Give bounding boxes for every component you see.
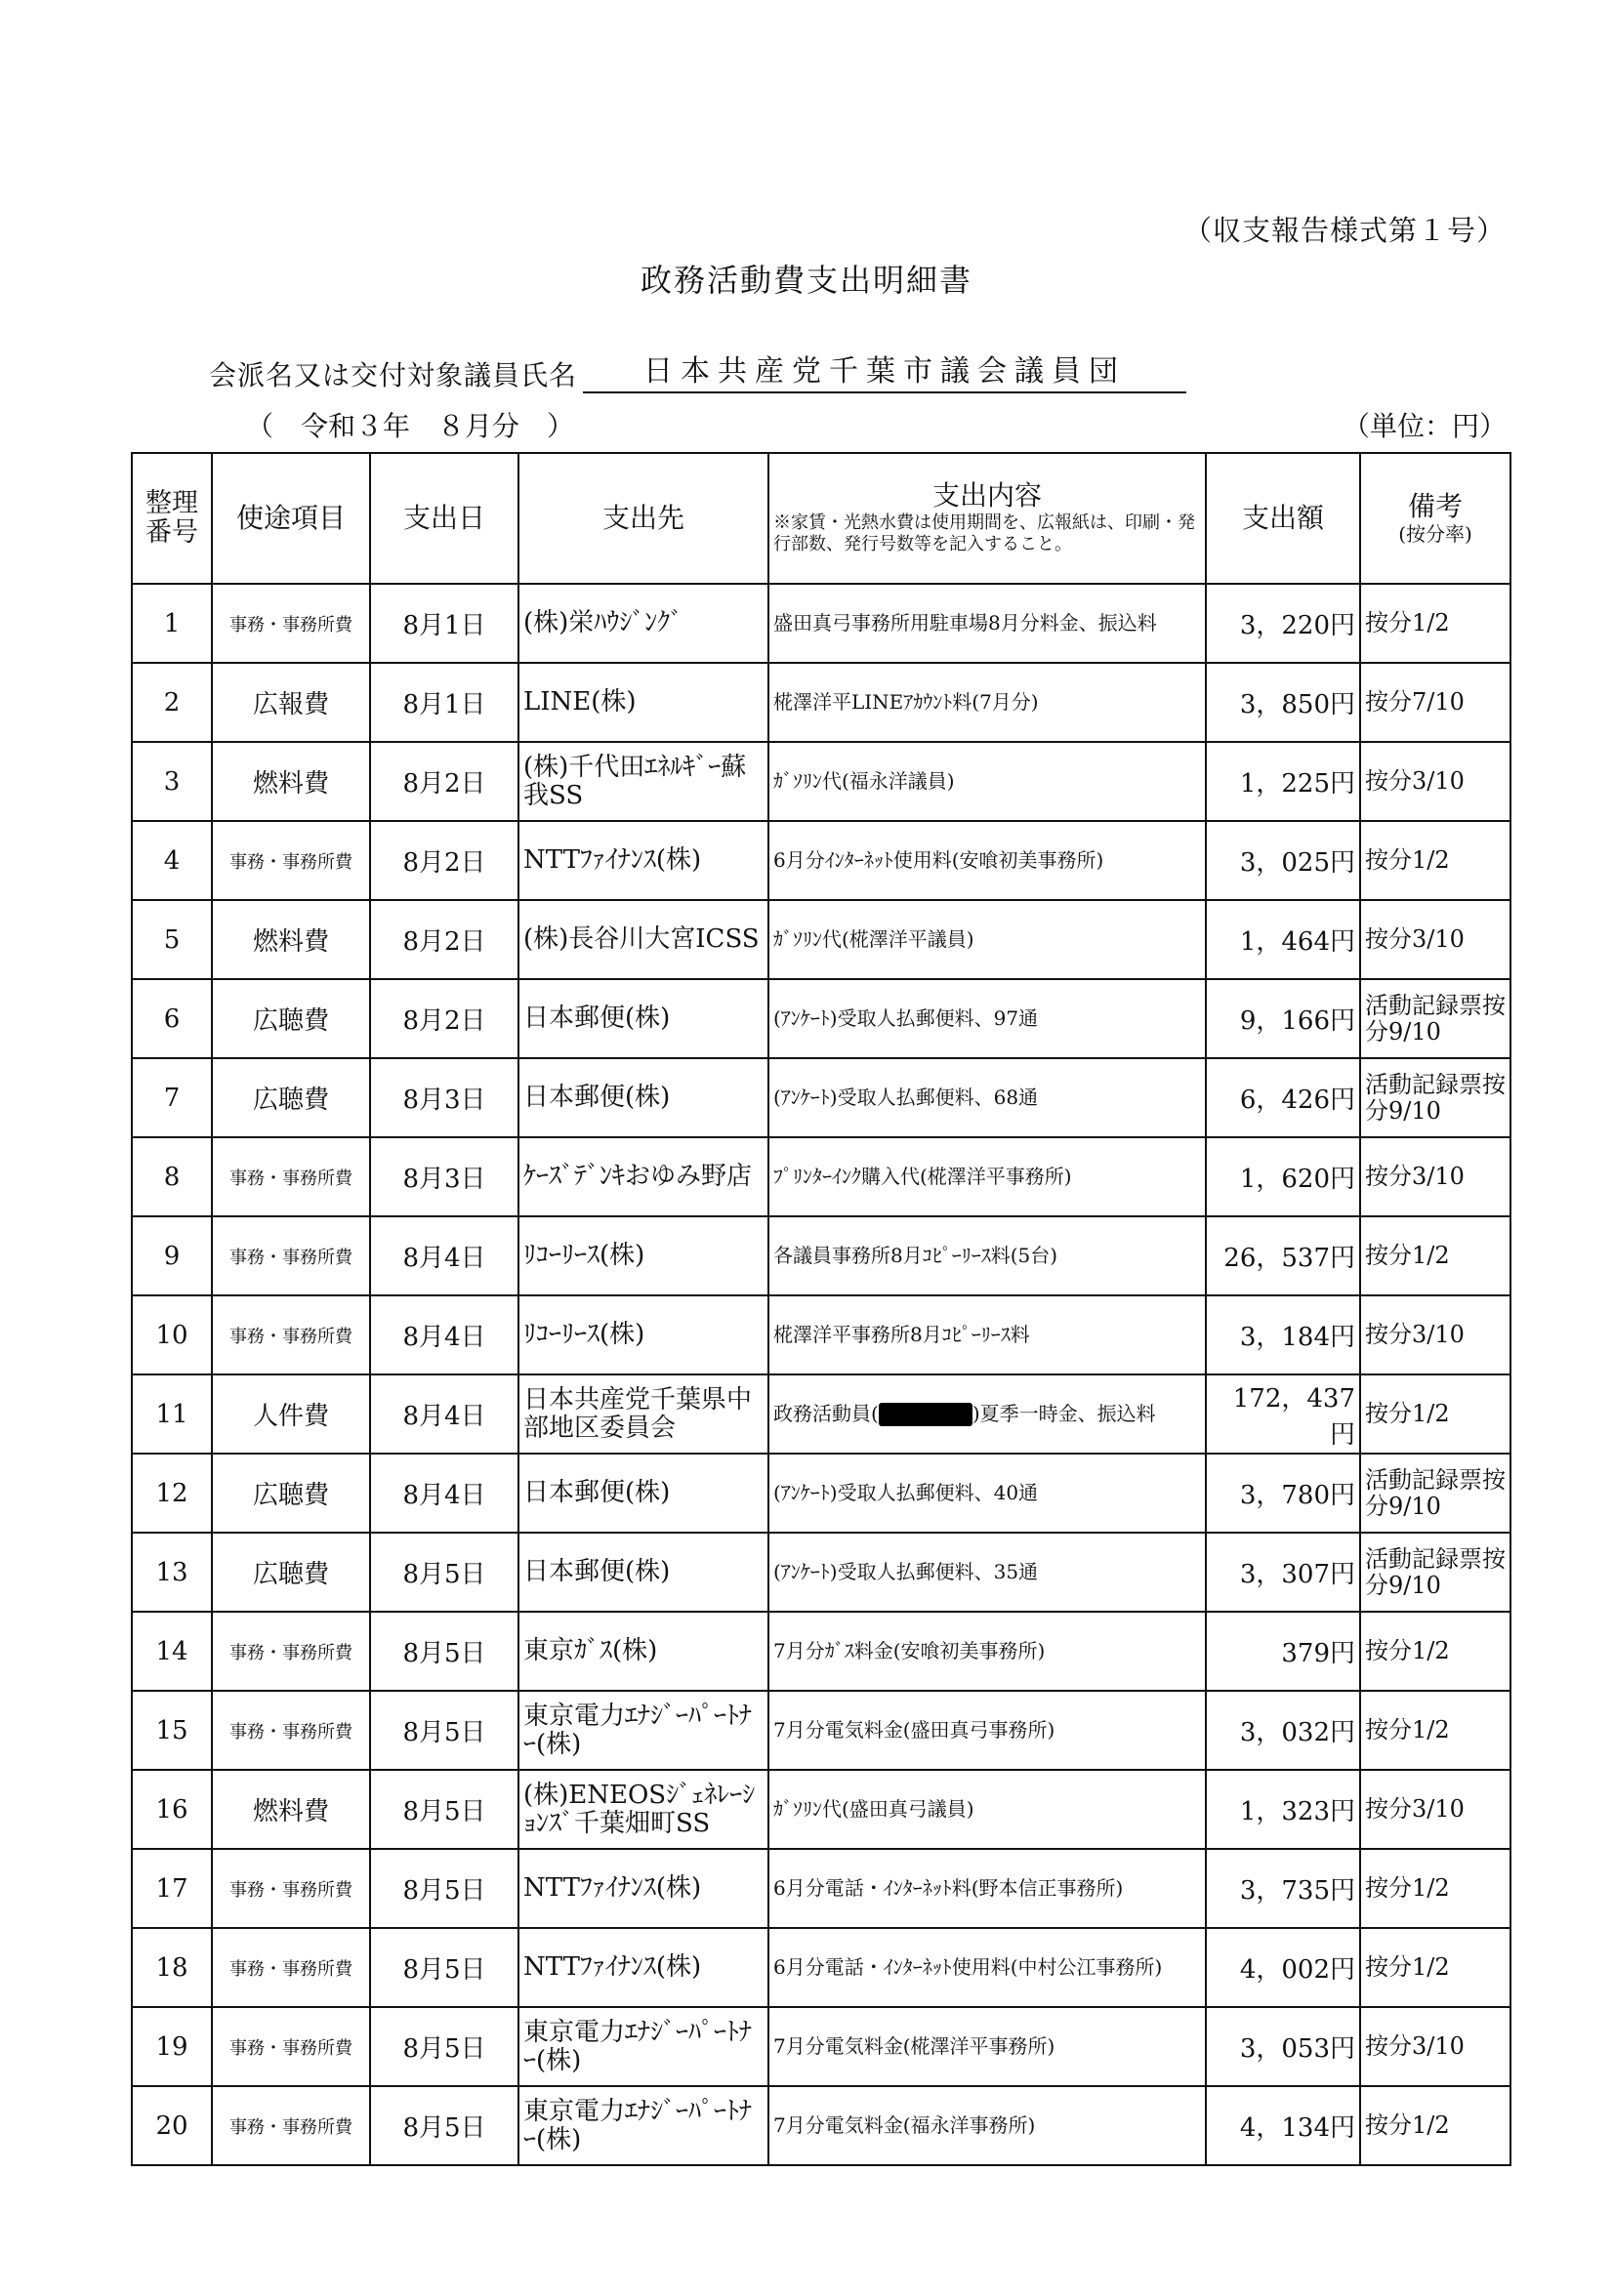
row-date: 8月5日: [370, 1533, 518, 1612]
row-date: 8月2日: [370, 900, 518, 979]
row-amount: 4，134円: [1206, 2086, 1360, 2165]
row-category: 事務・事務所費: [212, 821, 370, 900]
row-payee: 日本共産党千葉県中部地区委員会: [518, 1374, 768, 1454]
row-amount: 3，307円: [1206, 1533, 1360, 1612]
row-amount: 4，002円: [1206, 1928, 1360, 2007]
row-number: 16: [132, 1770, 212, 1849]
row-number: 14: [132, 1612, 212, 1691]
row-payee: (株)千代田ｴﾈﾙｷﾞｰ蘇我SS: [518, 742, 768, 821]
row-description: 椛澤洋平LINEｱｶｳﾝﾄ料(7月分): [768, 663, 1206, 742]
row-category: 人件費: [212, 1374, 370, 1454]
row-remark: 按分1/2: [1360, 821, 1510, 900]
row-remark: 按分1/2: [1360, 2086, 1510, 2165]
row-date: 8月4日: [370, 1454, 518, 1533]
row-description: 7月分電気料金(福永洋事務所): [768, 2086, 1206, 2165]
row-category: 事務・事務所費: [212, 2007, 370, 2086]
table-row: [132, 1295, 1510, 1374]
row-category: 燃料費: [212, 742, 370, 821]
row-number: 2: [132, 663, 212, 742]
row-category: 事務・事務所費: [212, 1849, 370, 1928]
row-number: 19: [132, 2007, 212, 2086]
row-date: 8月2日: [370, 979, 518, 1058]
row-description: (ｱﾝｹｰﾄ)受取人払郵便料、35通: [768, 1533, 1206, 1612]
row-payee: 東京ｶﾞｽ(株): [518, 1612, 768, 1691]
row-amount: 1，620円: [1206, 1137, 1360, 1216]
row-remark: 按分3/10: [1360, 742, 1510, 821]
table-row: [132, 2007, 1510, 2086]
faction-label: 会派名又は交付対象議員氏名: [209, 359, 578, 391]
table-row: [132, 979, 1510, 1058]
row-remark: 按分1/2: [1360, 1691, 1510, 1770]
row-date: 8月5日: [370, 1691, 518, 1770]
table-row: [132, 1691, 1510, 1770]
redaction-block: [879, 1403, 972, 1426]
unit-label: （単位：円）: [1343, 410, 1508, 442]
row-description: (ｱﾝｹｰﾄ)受取人払郵便料、97通: [768, 979, 1206, 1058]
table-row: [132, 1137, 1510, 1216]
row-category: 事務・事務所費: [212, 1137, 370, 1216]
row-description: 6月分電話・ｲﾝﾀｰﾈｯﾄ使用料(中村公江事務所): [768, 1928, 1206, 2007]
row-number: 6: [132, 979, 212, 1058]
row-payee: ｹｰｽﾞﾃﾞﾝｷおゆみ野店: [518, 1137, 768, 1216]
row-amount: 26，537円: [1206, 1216, 1360, 1295]
row-description: 7月分電気料金(盛田真弓事務所): [768, 1691, 1206, 1770]
row-remark: 按分1/2: [1360, 1374, 1510, 1454]
row-remark: 活動記録票按分9/10: [1360, 1454, 1510, 1533]
table-row: [132, 1533, 1510, 1612]
header-no: 整理番号: [132, 453, 212, 584]
row-description: ｶﾞｿﾘﾝ代(盛田真弓議員): [768, 1770, 1206, 1849]
row-number: 10: [132, 1295, 212, 1374]
row-category: 事務・事務所費: [212, 1691, 370, 1770]
row-number: 4: [132, 821, 212, 900]
faction-row: [209, 347, 1186, 393]
row-date: 8月5日: [370, 2086, 518, 2165]
row-payee: ﾘｺｰﾘｰｽ(株): [518, 1295, 768, 1374]
row-payee: (株)栄ﾊｳｼﾞﾝｸﾞ: [518, 584, 768, 663]
table-row: [132, 584, 1510, 663]
row-category: 事務・事務所費: [212, 584, 370, 663]
row-category: 広報費: [212, 663, 370, 742]
row-number: 9: [132, 1216, 212, 1295]
row-category: 燃料費: [212, 1770, 370, 1849]
row-description: 椛澤洋平事務所8月ｺﾋﾟｰﾘｰｽ料: [768, 1295, 1206, 1374]
row-date: 8月4日: [370, 1295, 518, 1374]
row-remark: 按分1/2: [1360, 1612, 1510, 1691]
row-amount: 3，032円: [1206, 1691, 1360, 1770]
header-amount: 支出額: [1206, 453, 1360, 584]
row-date: 8月5日: [370, 1770, 518, 1849]
row-payee: 日本郵便(株): [518, 1454, 768, 1533]
header-remark: [1360, 453, 1510, 584]
row-description: (ｱﾝｹｰﾄ)受取人払郵便料、68通: [768, 1058, 1206, 1137]
row-amount: 1，464円: [1206, 900, 1360, 979]
table-row: [132, 663, 1510, 742]
row-payee: NTTﾌｧｲﾅﾝｽ(株): [518, 821, 768, 900]
row-remark: 按分3/10: [1360, 1770, 1510, 1849]
row-category: 広聴費: [212, 1533, 370, 1612]
table-row: [132, 1454, 1510, 1533]
row-remark: 按分1/2: [1360, 1928, 1510, 2007]
row-description-post: )夏季一時金、振込料: [972, 1401, 1156, 1425]
row-amount: 1，323円: [1206, 1770, 1360, 1849]
reporting-period: （ 令和３年 ８月分 ）: [246, 410, 575, 442]
expense-table: [131, 452, 1511, 2166]
row-category: 広聴費: [212, 1058, 370, 1137]
row-payee: NTTﾌｧｲﾅﾝｽ(株): [518, 1928, 768, 2007]
table-row: [132, 821, 1510, 900]
table-row: [132, 1928, 1510, 2007]
row-remark: 按分3/10: [1360, 2007, 1510, 2086]
row-payee: (株)ENEOSｼﾞｪﾈﾚｰｼｮﾝｽﾞ千葉畑町SS: [518, 1770, 768, 1849]
row-description: 各議員事務所8月ｺﾋﾟｰﾘｰｽ料(5台): [768, 1216, 1206, 1295]
row-amount: 3，220円: [1206, 584, 1360, 663]
row-payee: 日本郵便(株): [518, 1058, 768, 1137]
row-date: 8月4日: [370, 1216, 518, 1295]
table-row: [132, 1770, 1510, 1849]
row-amount: 3，025円: [1206, 821, 1360, 900]
row-date: 8月5日: [370, 1849, 518, 1928]
header-payee: 支出先: [518, 453, 768, 584]
row-amount: 172，437円: [1206, 1374, 1360, 1454]
table-row: [132, 1058, 1510, 1137]
header-description-note: ※家賃・光熱水費は使用期間を、広報紙は、印刷・発行部数、発行号数等を記入すること。: [773, 512, 1195, 555]
row-number: 13: [132, 1533, 212, 1612]
row-date: 8月4日: [370, 1374, 518, 1454]
header-remark-main: 備考: [1407, 490, 1463, 523]
row-date: 8月2日: [370, 742, 518, 821]
row-remark: 活動記録票按分9/10: [1360, 1058, 1510, 1137]
row-category: 燃料費: [212, 900, 370, 979]
row-payee: 東京電力ｴﾅｼﾞｰﾊﾟｰﾄﾅｰ(株): [518, 1691, 768, 1770]
row-payee: 日本郵便(株): [518, 1533, 768, 1612]
row-number: 8: [132, 1137, 212, 1216]
row-amount: 9，166円: [1206, 979, 1360, 1058]
row-amount: 3，184円: [1206, 1295, 1360, 1374]
row-description: (ｱﾝｹｰﾄ)受取人払郵便料、40通: [768, 1454, 1206, 1533]
row-category: 事務・事務所費: [212, 2086, 370, 2165]
header-remark-sub: (按分率): [1398, 521, 1472, 546]
row-remark: 按分1/2: [1360, 1216, 1510, 1295]
header-category: 使途項目: [212, 453, 370, 584]
row-number: 7: [132, 1058, 212, 1137]
row-date: 8月1日: [370, 663, 518, 742]
table-header-row: [132, 453, 1510, 584]
header-description-main: 支出内容: [931, 479, 1042, 512]
row-number: 3: [132, 742, 212, 821]
table-row: [132, 1612, 1510, 1691]
table-row: [132, 900, 1510, 979]
row-number: 18: [132, 1928, 212, 2007]
row-date: 8月5日: [370, 1928, 518, 2007]
table-row: [132, 1849, 1510, 1928]
row-description: 盛田真弓事務所用駐車場8月分料金、振込料: [768, 584, 1206, 663]
row-date: 8月2日: [370, 821, 518, 900]
document-title: 政務活動費支出明細書: [640, 262, 972, 299]
row-description: 7月分ｶﾞｽ料金(安喰初美事務所): [768, 1612, 1206, 1691]
row-payee: NTTﾌｧｲﾅﾝｽ(株): [518, 1849, 768, 1928]
row-number: 5: [132, 900, 212, 979]
row-description: ｶﾞｿﾘﾝ代(椛澤洋平議員): [768, 900, 1206, 979]
form-number: （収支報告様式第１号）: [1183, 214, 1507, 247]
header-date: 支出日: [370, 453, 518, 584]
row-amount: 3，053円: [1206, 2007, 1360, 2086]
row-date: 8月5日: [370, 2007, 518, 2086]
row-amount: 3，780円: [1206, 1454, 1360, 1533]
row-number: 17: [132, 1849, 212, 1928]
row-description: 7月分電気料金(椛澤洋平事務所): [768, 2007, 1206, 2086]
row-remark: 按分1/2: [1360, 584, 1510, 663]
row-amount: 3，735円: [1206, 1849, 1360, 1928]
row-category: 広聴費: [212, 1454, 370, 1533]
row-amount: 3，850円: [1206, 663, 1360, 742]
table-row: [132, 742, 1510, 821]
row-payee: 東京電力ｴﾅｼﾞｰﾊﾟｰﾄﾅｰ(株): [518, 2007, 768, 2086]
table-row: [132, 1216, 1510, 1295]
row-description: [768, 1374, 1206, 1454]
row-remark: 按分3/10: [1360, 900, 1510, 979]
row-number: 12: [132, 1454, 212, 1533]
row-category: 広聴費: [212, 979, 370, 1058]
header-description: [768, 453, 1206, 584]
row-date: 8月5日: [370, 1612, 518, 1691]
row-category: 事務・事務所費: [212, 1216, 370, 1295]
row-remark: 活動記録票按分9/10: [1360, 979, 1510, 1058]
row-amount: 6，426円: [1206, 1058, 1360, 1137]
row-remark: 按分3/10: [1360, 1295, 1510, 1374]
row-payee: ﾘｺｰﾘｰｽ(株): [518, 1216, 768, 1295]
row-category: 事務・事務所費: [212, 1612, 370, 1691]
row-description: 6月分電話・ｲﾝﾀｰﾈｯﾄ料(野本信正事務所): [768, 1849, 1206, 1928]
row-remark: 按分1/2: [1360, 1849, 1510, 1928]
table-row: [132, 2086, 1510, 2165]
row-date: 8月1日: [370, 584, 518, 663]
row-amount: 379円: [1206, 1612, 1360, 1691]
table-body: [132, 584, 1510, 2165]
table-row: [132, 1374, 1510, 1454]
row-payee: 日本郵便(株): [518, 979, 768, 1058]
row-payee: LINE(株): [518, 663, 768, 742]
row-remark: 活動記録票按分9/10: [1360, 1533, 1510, 1612]
row-number: 1: [132, 584, 212, 663]
row-category: 事務・事務所費: [212, 1295, 370, 1374]
row-description: 6月分ｲﾝﾀｰﾈｯﾄ使用料(安喰初美事務所): [768, 821, 1206, 900]
row-category: 事務・事務所費: [212, 1928, 370, 2007]
row-amount: 1，225円: [1206, 742, 1360, 821]
row-remark: 按分7/10: [1360, 663, 1510, 742]
row-remark: 按分3/10: [1360, 1137, 1510, 1216]
row-description: ｶﾞｿﾘﾝ代(福永洋議員): [768, 742, 1206, 821]
row-description-pre: 政務活動員(: [773, 1401, 879, 1425]
row-payee: 東京電力ｴﾅｼﾞｰﾊﾟｰﾄﾅｰ(株): [518, 2086, 768, 2165]
row-number: 20: [132, 2086, 212, 2165]
row-date: 8月3日: [370, 1058, 518, 1137]
row-date: 8月3日: [370, 1137, 518, 1216]
row-description: ﾌﾟﾘﾝﾀｰｲﾝｸ購入代(椛澤洋平事務所): [768, 1137, 1206, 1216]
faction-name: 日本共産党千葉市議会議員団: [583, 347, 1186, 393]
row-number: 15: [132, 1691, 212, 1770]
row-number: 11: [132, 1374, 212, 1454]
row-payee: (株)長谷川大宮ICSS: [518, 900, 768, 979]
